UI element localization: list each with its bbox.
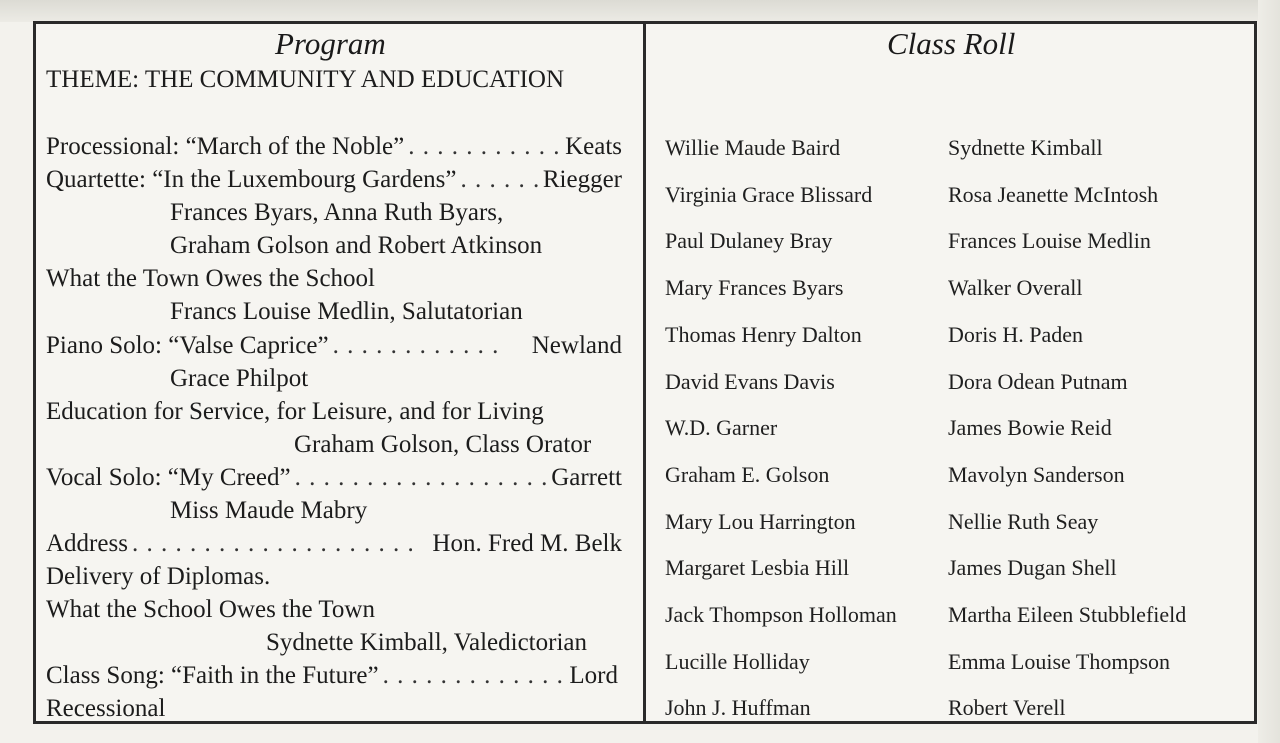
processional-composer: Keats bbox=[565, 133, 622, 160]
class-roll-name: W.D. Garner bbox=[665, 415, 778, 440]
school-owes-speaker: Sydnette Kimball, Valedictorian bbox=[266, 629, 587, 656]
vocal-solo-performer: Miss Maude Mabry bbox=[170, 497, 368, 524]
quartette-title: Quartette: “In the Luxembourg Gardens” bbox=[46, 166, 457, 193]
vocal-solo-title: Vocal Solo: “My Creed” bbox=[46, 464, 291, 491]
dot-leader bbox=[132, 528, 412, 560]
recessional-line: Recessional bbox=[46, 695, 166, 722]
vocal-solo-line bbox=[46, 462, 622, 494]
class-roll-name: James Dugan Shell bbox=[948, 555, 1117, 580]
class-song-composer: Lord bbox=[569, 662, 618, 689]
class-roll-name: James Bowie Reid bbox=[948, 415, 1112, 440]
town-owes-title: What the Town Owes the School bbox=[46, 265, 375, 292]
class-roll-name: David Evans Davis bbox=[665, 369, 835, 394]
education-title: Education for Service, for Leisure, and for Living bbox=[46, 398, 544, 425]
class-roll-name: Virginia Grace Blissard bbox=[665, 182, 873, 207]
piano-solo-title: Piano Solo: “Valse Caprice” bbox=[46, 332, 329, 359]
class-song-line bbox=[46, 660, 618, 692]
program-theme: THEME: THE COMMUNITY AND EDUCATION bbox=[46, 66, 565, 93]
town-owes-speaker: Francs Louise Medlin, Salutatorian bbox=[170, 298, 523, 325]
class-roll-name: Lucille Holliday bbox=[665, 649, 810, 674]
class-roll-name: Margaret Lesbia Hill bbox=[665, 555, 850, 580]
diplomas-line: Delivery of Diplomas. bbox=[46, 563, 271, 590]
class-roll-name: Mary Frances Byars bbox=[665, 275, 844, 300]
quartette-performers-2: Graham Golson and Robert Atkinson bbox=[170, 232, 543, 259]
quartette-line bbox=[46, 164, 622, 196]
class-roll-name: Sydnette Kimball bbox=[948, 135, 1103, 160]
column-divider bbox=[643, 21, 646, 724]
dot-leader bbox=[408, 131, 561, 163]
class-song-title: Class Song: “Faith in the Future” bbox=[46, 662, 379, 689]
education-speaker: Graham Golson, Class Orator bbox=[294, 431, 592, 458]
piano-solo-performer: Grace Philpot bbox=[170, 365, 309, 392]
class-roll-name: Graham E. Golson bbox=[665, 462, 830, 487]
class-roll-name: Paul Dulaney Bray bbox=[665, 228, 833, 253]
class-roll-name: Robert Verell bbox=[948, 695, 1066, 720]
processional-line bbox=[46, 131, 622, 163]
class-roll-name: Doris H. Paden bbox=[948, 322, 1084, 347]
class-roll-name: Mary Lou Harrington bbox=[665, 509, 856, 534]
class-roll-name: Willie Maude Baird bbox=[665, 135, 841, 160]
dot-leader bbox=[461, 164, 539, 196]
class-roll-name: Rosa Jeanette McIntosh bbox=[948, 182, 1159, 207]
class-roll-name: Jack Thompson Holloman bbox=[665, 602, 897, 627]
class-roll-heading: Class Roll bbox=[887, 26, 1016, 61]
address-speaker: Hon. Fred M. Belk bbox=[432, 530, 622, 557]
program-heading: Program bbox=[275, 26, 386, 61]
class-roll-name: Martha Eileen Stubblefield bbox=[948, 602, 1187, 627]
piano-solo-composer: Newland bbox=[531, 332, 622, 359]
school-owes-title: What the School Owes the Town bbox=[46, 596, 375, 623]
scan-margin-top bbox=[0, 0, 1280, 22]
address-line bbox=[46, 528, 622, 560]
class-roll-name: Mavolyn Sanderson bbox=[948, 462, 1125, 487]
quartette-composer: Riegger bbox=[542, 166, 622, 193]
quartette-performers-1: Frances Byars, Anna Ruth Byars, bbox=[170, 199, 504, 226]
processional-title: Processional: “March of the Noble” bbox=[46, 133, 405, 160]
class-roll-name: Frances Louise Medlin bbox=[948, 228, 1151, 253]
class-roll-name: Dora Odean Putnam bbox=[948, 369, 1128, 394]
dot-leader bbox=[295, 462, 548, 494]
class-roll-name: John J. Huffman bbox=[665, 695, 811, 720]
class-roll-name: Nellie Ruth Seay bbox=[948, 509, 1099, 534]
address-title: Address bbox=[46, 530, 128, 557]
class-roll-name: Emma Louise Thompson bbox=[948, 649, 1171, 674]
vocal-solo-composer: Garrett bbox=[551, 464, 622, 491]
class-roll-name: Thomas Henry Dalton bbox=[665, 322, 862, 347]
dot-leader bbox=[383, 660, 566, 692]
scan-margin-right bbox=[1258, 0, 1280, 743]
piano-solo-line bbox=[46, 330, 622, 362]
class-roll-name: Walker Overall bbox=[948, 275, 1083, 300]
dot-leader bbox=[333, 330, 508, 362]
